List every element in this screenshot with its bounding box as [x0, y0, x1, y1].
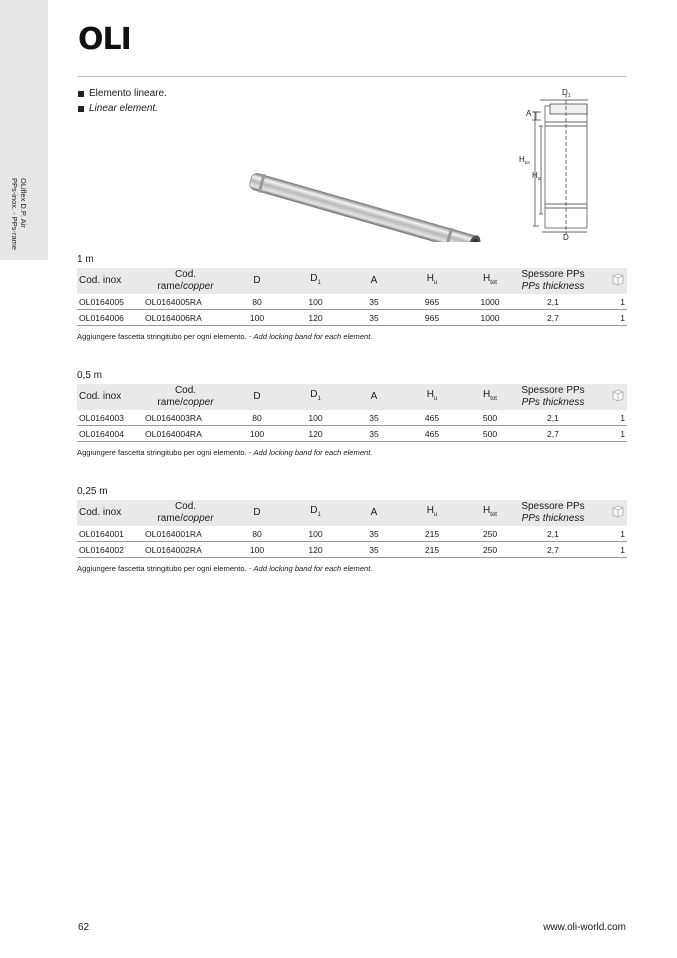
cell-cod-rame: OL0164001RA [143, 526, 228, 542]
cell-cod-inox: OL0164003 [77, 410, 143, 426]
table-row [77, 310, 627, 326]
col-pack [587, 268, 627, 294]
intro-bullets [78, 86, 167, 116]
col-cod-rame-line1: Cod. [174, 501, 197, 512]
cell-cod-rame: OL0164003RA [143, 410, 228, 426]
square-bullet-icon [78, 91, 84, 97]
section-1m [77, 254, 627, 341]
page-number: 62 [78, 922, 90, 933]
cell-cod-rame: OL0164002RA [143, 542, 228, 558]
cell-spessore: 2,7 [519, 310, 587, 326]
table-row [77, 294, 627, 310]
cell-d: 80 [228, 526, 286, 542]
cell-spessore: 2,1 [519, 526, 587, 542]
col-cod-rame [143, 268, 228, 294]
diagram-label-d: D [563, 233, 569, 242]
col-hu: $H_u$ [426, 273, 438, 286]
cell-cod-inox: OL0164005 [77, 294, 143, 310]
cell-d1: 100 [286, 526, 345, 542]
col-spessore-line2: PPs thickness [521, 281, 585, 292]
col-spessore-line1: Spessore PPs [521, 385, 585, 396]
section-title: 1 m [77, 254, 94, 265]
cell-htot: 500 [461, 426, 519, 442]
side-tab-line-1: OLiflex D.P. Air [19, 178, 28, 228]
cell-htot: 1000 [461, 294, 519, 310]
cell-a: 35 [345, 294, 403, 310]
table-row [77, 410, 627, 426]
cell-hu: 215 [403, 542, 461, 558]
diagram-label-hu: $H_u$ [532, 171, 541, 182]
cell-cod-inox: OL0164001 [77, 526, 143, 542]
box-icon [611, 388, 625, 402]
col-cod-rame-line1: Cod. [174, 269, 197, 280]
table-row [77, 426, 627, 442]
cell-d: 100 [228, 426, 286, 442]
cell-htot: 1000 [461, 310, 519, 326]
col-spessore [519, 268, 587, 294]
col-spessore-line1: Spessore PPs [521, 501, 585, 512]
locking-band-note: Aggiungere fascetta stringitubo per ogni elemento. - Add locking band for each element. [77, 564, 373, 573]
col-d1: $D_1$ [310, 389, 321, 402]
cell-cod-inox: OL0164006 [77, 310, 143, 326]
col-spessore [519, 384, 587, 410]
cell-a: 35 [345, 410, 403, 426]
cell-hu: 965 [403, 310, 461, 326]
diagram-label-htot: $H_{tot}$ [519, 155, 530, 165]
cell-cod-rame: OL0164004RA [143, 426, 228, 442]
cell-cod-rame: OL0164005RA [143, 294, 228, 310]
cell-spessore: 2,7 [519, 426, 587, 442]
col-d1: $D_1$ [310, 505, 321, 518]
cell-spessore: 2,1 [519, 294, 587, 310]
col-spessore [519, 500, 587, 526]
intro-text-it: Elemento lineare. [89, 88, 167, 99]
intro-line-en [78, 101, 167, 116]
table-header-row [77, 500, 627, 526]
pipe-product-image [245, 160, 490, 242]
website-link[interactable]: www.oli-world.com [543, 922, 626, 933]
cell-pack: 1 [587, 542, 627, 558]
cell-hu: 215 [403, 526, 461, 542]
cell-a: 35 [345, 310, 403, 326]
col-cod-inox: Cod. inox [79, 507, 122, 518]
col-d: D [253, 391, 261, 402]
cell-d: 100 [228, 542, 286, 558]
dimension-diagram [515, 84, 615, 244]
section-title: 0,25 m [77, 486, 108, 497]
cell-spessore: 2,1 [519, 410, 587, 426]
product-table [77, 500, 627, 558]
oli-logo [78, 24, 138, 52]
cell-cod-inox: OL0164002 [77, 542, 143, 558]
col-pack [587, 500, 627, 526]
col-htot: $H_{tot}$ [483, 273, 497, 286]
col-d1: $D_1$ [310, 273, 321, 286]
intro-text-en: Linear element. [89, 103, 158, 114]
intro-line-it [78, 86, 167, 101]
side-tab-text [10, 178, 28, 250]
col-cod-rame-line2: rame/copper [157, 513, 214, 524]
cell-pack: 1 [587, 310, 627, 326]
cell-d: 80 [228, 410, 286, 426]
cell-pack: 1 [587, 526, 627, 542]
col-spessore-line2: PPs thickness [521, 513, 585, 524]
svg-text:OLI: OLI [78, 24, 131, 52]
col-hu: $H_u$ [426, 505, 438, 518]
cell-hu: 465 [403, 426, 461, 442]
cell-d1: 100 [286, 294, 345, 310]
col-hu: $H_u$ [426, 389, 438, 402]
col-cod-rame [143, 384, 228, 410]
table-row [77, 542, 627, 558]
col-cod-rame-line2: rame/copper [157, 281, 214, 292]
top-divider [78, 76, 626, 77]
col-htot: $H_{tot}$ [483, 505, 497, 518]
cell-a: 35 [345, 542, 403, 558]
diagram-label-d1: $D_1$ [562, 88, 571, 99]
box-icon [611, 272, 625, 286]
col-htot: $H_{tot}$ [483, 389, 497, 402]
col-spessore-line2: PPs thickness [521, 397, 585, 408]
cell-htot: 250 [461, 542, 519, 558]
section-0-25m [77, 486, 627, 573]
col-pack [587, 384, 627, 410]
cell-cod-rame: OL0164006RA [143, 310, 228, 326]
col-a: A [370, 275, 378, 286]
product-table [77, 268, 627, 326]
cell-hu: 465 [403, 410, 461, 426]
col-cod-rame [143, 500, 228, 526]
square-bullet-icon [78, 106, 84, 112]
cell-cod-inox: OL0164004 [77, 426, 143, 442]
table-header-row [77, 384, 627, 410]
section-0-5m [77, 370, 627, 457]
col-d: D [253, 507, 261, 518]
col-a: A [370, 507, 378, 518]
locking-band-note: Aggiungere fascetta stringitubo per ogni elemento. - Add locking band for each element. [77, 448, 373, 457]
cell-pack: 1 [587, 410, 627, 426]
table-header-row [77, 268, 627, 294]
side-tab [0, 0, 48, 260]
col-a: A [370, 391, 378, 402]
locking-band-note: Aggiungere fascetta stringitubo per ogni elemento. - Add locking band for each element. [77, 332, 373, 341]
cell-d: 100 [228, 310, 286, 326]
cell-pack: 1 [587, 294, 627, 310]
col-cod-inox: Cod. inox [79, 275, 122, 286]
col-d: D [253, 275, 261, 286]
col-cod-inox: Cod. inox [79, 391, 122, 402]
cell-d1: 120 [286, 426, 345, 442]
cell-d1: 100 [286, 410, 345, 426]
cell-spessore: 2,7 [519, 542, 587, 558]
cell-d1: 120 [286, 542, 345, 558]
diagram-label-a: A [526, 109, 532, 118]
col-spessore-line1: Spessore PPs [521, 269, 585, 280]
col-cod-rame-line2: rame/copper [157, 397, 214, 408]
side-tab-line-2: PPs-inox. - PPs-rame [10, 178, 19, 251]
section-title: 0,5 m [77, 370, 103, 381]
product-table [77, 384, 627, 442]
cell-pack: 1 [587, 426, 627, 442]
cell-a: 35 [345, 426, 403, 442]
cell-d1: 120 [286, 310, 345, 326]
cell-hu: 965 [403, 294, 461, 310]
cell-htot: 500 [461, 410, 519, 426]
cell-d: 80 [228, 294, 286, 310]
cell-htot: 250 [461, 526, 519, 542]
table-row [77, 526, 627, 542]
cell-a: 35 [345, 526, 403, 542]
col-cod-rame-line1: Cod. [174, 385, 197, 396]
box-icon [611, 504, 625, 518]
